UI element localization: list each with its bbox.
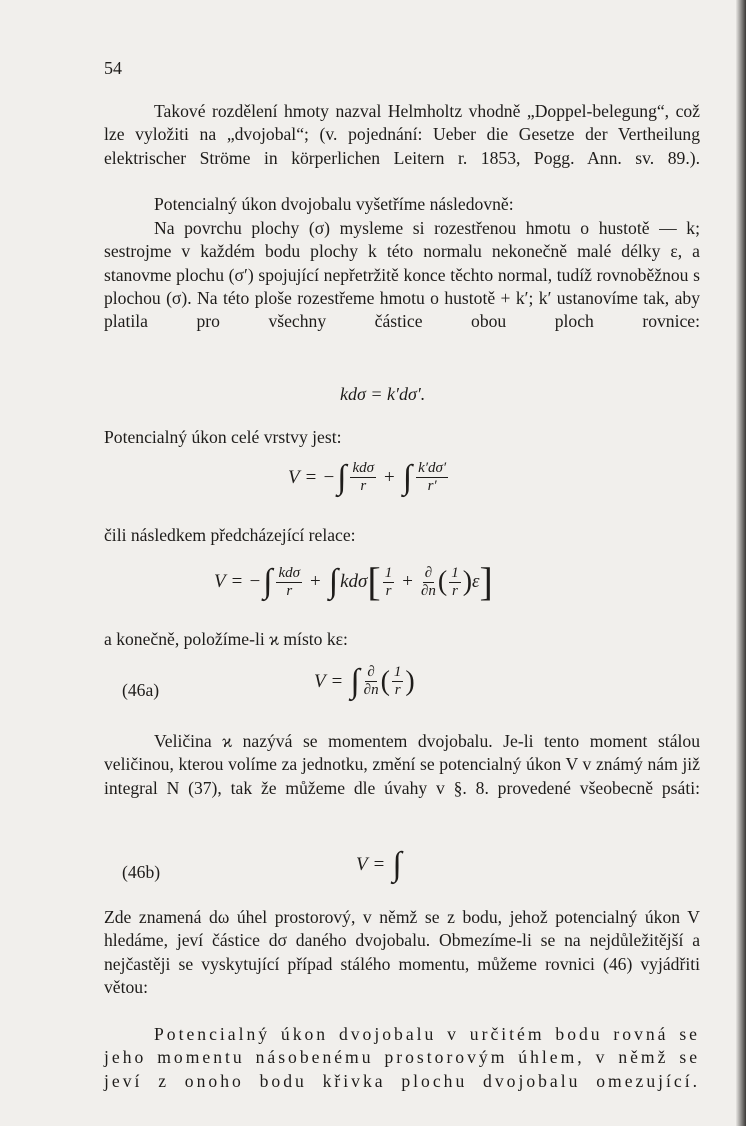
numerator: 1 — [384, 564, 393, 581]
paragraph-zde: Zde znamená dω úhel prostorový, v němž se z bodu, jehož potencialný úkon V hledáme, jeví částice dσ daného dvojobalu. Obmezíme-li se na nejdůležitější a nejčastěji se vyskytující případ stálého momentu, můžeme rovnici (46) vyjádřiti větou: — [104, 907, 700, 997]
page-number: 54 — [104, 58, 122, 78]
denominator: r — [286, 582, 293, 599]
line-cili: čili následkem předcházející relace: — [104, 525, 356, 545]
right-bracket: ] — [479, 559, 493, 604]
numerator: kdσ — [278, 564, 301, 581]
denominator: ∂n — [363, 682, 379, 698]
integral-sign: ∫ — [328, 563, 339, 600]
fraction-1-r — [392, 664, 404, 699]
numerator: k′dσ′ — [418, 460, 447, 476]
fraction-partial-n — [364, 664, 379, 699]
equation-46b — [356, 848, 404, 882]
symbol-equals: = — [331, 670, 343, 692]
symbol-equals: = — [305, 466, 317, 488]
paragraph-definition: Na povrchu plochy (σ) mysleme si rozestřenou hmotu o hustotě — k; sestrojme v každém bodu plochy k této normalu nekonečně malé délky ε, a stanovme plochu (σ′) spojující nepřetržitě konce těchto normal, tudíž rovnoběžnou s plochou (σ). Na této ploše rozestřeme hmotu o hustotě + k′; k′ ustanovíme tak, aby platila pro všechny částice obou ploch rovnice: — [104, 218, 700, 332]
left-paren: ( — [437, 566, 448, 597]
symbol-minus: − — [248, 571, 262, 592]
symbol-V: V — [214, 571, 226, 592]
right-paren: ) — [462, 566, 473, 597]
formula-kdsigma: kdσ = k′dσ′. — [340, 384, 426, 404]
denominator: ∂n — [420, 582, 436, 599]
denominator: r — [452, 582, 458, 599]
denominator: r — [360, 478, 367, 494]
fraction-kdsigma-r — [350, 460, 376, 495]
line-potential: Potencialný úkon celé vrstvy jest: — [104, 427, 342, 447]
symbol-equals: = — [231, 571, 243, 592]
integral-sign: ∫ — [350, 662, 360, 700]
paragraph-velicina: Veličina ϰ nazývá se momentem dvojobalu. Je-li tento moment stálou veličinou, kterou volíme za jednotku, změní se potencialný úkon V v známý nám již integral N (37), tak že můžeme dle úvahy v §. 8. provedené všeobecně psáti: — [104, 731, 700, 798]
left-paren: ( — [380, 665, 390, 697]
symbol-V: V — [356, 854, 368, 875]
symbol-minus: − — [322, 466, 336, 488]
paragraph-intro: Potencialný úkon dvojobalu vyšetříme následovně: — [154, 194, 514, 214]
denominator: r — [394, 682, 401, 698]
paragraph-theorem: Potencialný úkon dvojobalu v určitém bodu rovná se jeho momentu násobenému prostorovým úhlem, v němž se jeví z onoho bodu křivka plochu dvojobalu omezující. — [104, 1024, 700, 1091]
numerator: 1 — [451, 564, 459, 581]
fraction-1-r-inner — [449, 565, 461, 600]
fraction-partial-n — [421, 565, 436, 600]
denominator: r — [385, 582, 392, 599]
integral-sign: ∫ — [263, 563, 273, 600]
integral-sign: ∫ — [337, 458, 347, 496]
fraction-1-r — [383, 565, 395, 600]
symbol-equals: = — [373, 854, 385, 875]
symbol-plus: + — [402, 571, 413, 592]
equation-label-46b: (46b) — [122, 862, 161, 882]
symbol-V: V — [314, 670, 326, 692]
numerator: kdσ — [352, 460, 375, 476]
symbol-plus: + — [310, 571, 321, 592]
numerator: ∂ — [424, 564, 433, 581]
numerator: ∂ — [367, 664, 375, 680]
equation-potential — [288, 460, 450, 495]
fraction-kdsigma-r — [276, 565, 302, 600]
equation-46a — [314, 664, 415, 699]
integral-sign: ∫ — [402, 458, 413, 496]
line-konecne: a konečně, položíme-li ϰ místo kε: — [104, 629, 348, 649]
paragraph-helmholtz: Takové rozdělení hmoty nazval Helmholtz vhodně „Doppel-belegung“, což lze vyložiti na „dvojobal“; (v. pojednání: Ueber die Gesetze der Vertheilung elektrischer Ströme in körperlichen Leitern r. 1853, Pogg. Ann. sv. 89.). — [104, 101, 700, 168]
symbol-plus: + — [384, 466, 395, 488]
symbol-V: V — [288, 466, 300, 488]
equation-label-46a: (46a) — [122, 680, 160, 700]
fraction-kdsigma-prime — [416, 460, 448, 495]
numerator: 1 — [393, 664, 402, 680]
term-kdsigma: kdσ — [340, 571, 368, 592]
left-bracket: [ — [367, 559, 381, 604]
right-paren: ) — [405, 665, 415, 697]
denominator: r′ — [427, 478, 437, 494]
integral-sign: ∫ — [392, 846, 402, 883]
page-edge-shadow — [736, 0, 746, 1126]
symbol-epsilon: ε — [472, 571, 480, 592]
equation-relation — [214, 559, 493, 604]
